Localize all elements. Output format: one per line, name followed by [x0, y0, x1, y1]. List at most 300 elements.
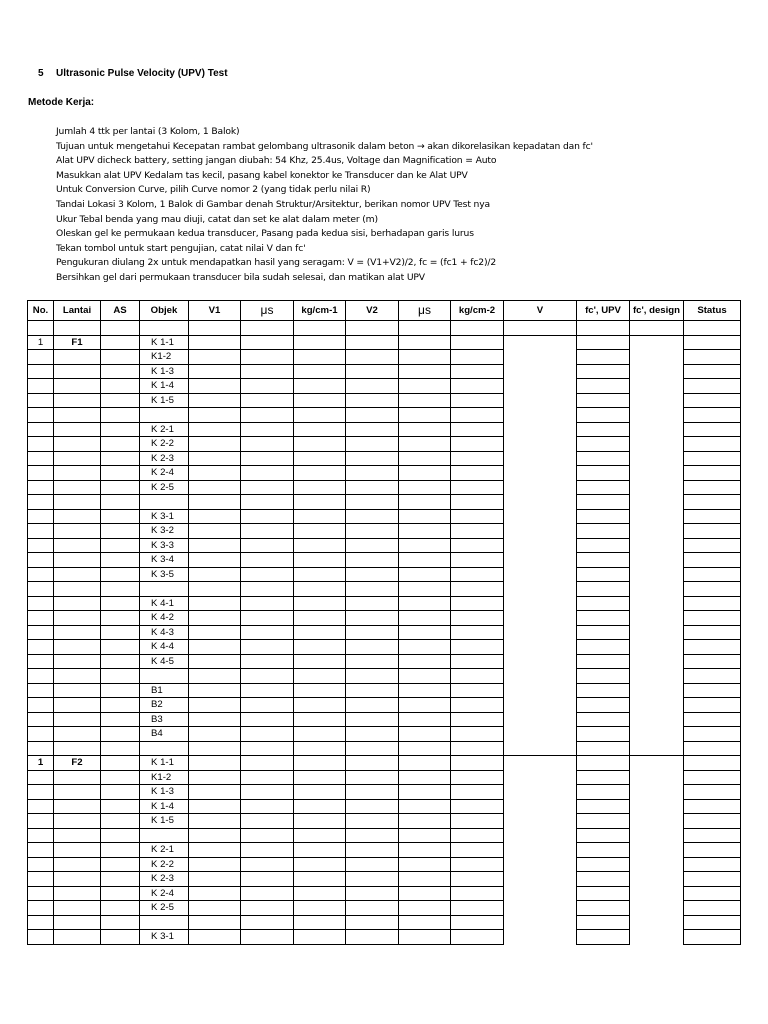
empty-cell	[346, 857, 399, 872]
row-number-cell	[28, 596, 54, 611]
object-cell: K 1-4	[140, 799, 189, 814]
object-cell: K 3-1	[140, 509, 189, 524]
empty-cell	[577, 567, 630, 582]
column-header: μs	[399, 301, 451, 321]
empty-cell	[346, 683, 399, 698]
empty-cell	[504, 799, 577, 814]
empty-cell	[504, 480, 577, 495]
empty-cell	[684, 321, 741, 336]
empty-cell	[451, 799, 504, 814]
empty-cell	[346, 785, 399, 800]
empty-cell	[630, 379, 684, 394]
row-number-cell	[28, 901, 54, 916]
empty-cell	[577, 741, 630, 756]
floor-cell	[54, 872, 101, 887]
empty-cell	[399, 422, 451, 437]
empty-cell	[630, 553, 684, 568]
empty-cell	[504, 654, 577, 669]
table-row	[28, 654, 741, 669]
empty-cell	[294, 321, 346, 336]
empty-cell	[577, 364, 630, 379]
row-number-cell	[28, 480, 54, 495]
empty-cell	[630, 654, 684, 669]
empty-cell	[504, 857, 577, 872]
row-number-cell	[28, 422, 54, 437]
empty-cell	[684, 553, 741, 568]
empty-cell	[630, 872, 684, 887]
empty-cell	[630, 538, 684, 553]
empty-cell	[577, 321, 630, 336]
empty-cell	[189, 915, 241, 930]
empty-cell	[451, 451, 504, 466]
empty-cell	[189, 350, 241, 365]
empty-cell	[241, 524, 294, 539]
empty-cell	[684, 843, 741, 858]
object-cell	[140, 669, 189, 684]
object-cell: K 2-5	[140, 480, 189, 495]
table-row	[28, 480, 741, 495]
empty-cell	[577, 596, 630, 611]
empty-cell	[577, 437, 630, 452]
empty-cell	[504, 350, 577, 365]
object-cell	[140, 828, 189, 843]
empty-cell	[577, 524, 630, 539]
empty-cell	[504, 321, 577, 336]
floor-cell	[54, 524, 101, 539]
empty-cell	[399, 886, 451, 901]
empty-cell	[101, 466, 140, 481]
empty-cell	[577, 422, 630, 437]
floor-cell	[54, 741, 101, 756]
empty-cell	[577, 379, 630, 394]
empty-cell	[504, 886, 577, 901]
empty-cell	[504, 814, 577, 829]
floor-cell	[54, 364, 101, 379]
row-number-cell	[28, 915, 54, 930]
empty-cell	[346, 451, 399, 466]
empty-cell	[684, 495, 741, 510]
empty-cell	[241, 379, 294, 394]
floor-cell	[54, 843, 101, 858]
empty-cell	[630, 611, 684, 626]
empty-cell	[346, 712, 399, 727]
empty-cell	[451, 930, 504, 945]
empty-cell	[684, 509, 741, 524]
table-row	[28, 335, 741, 350]
floor-cell	[54, 350, 101, 365]
empty-cell	[451, 466, 504, 481]
empty-cell	[451, 422, 504, 437]
empty-cell	[451, 321, 504, 336]
column-header: Objek	[140, 301, 189, 321]
table-row	[28, 611, 741, 626]
method-step: Ukur Tebal benda yang mau diuji, catat dan set ke alat dalam meter (m)	[56, 213, 378, 225]
empty-cell	[577, 466, 630, 481]
table-row	[28, 930, 741, 945]
row-number-cell	[28, 509, 54, 524]
empty-cell	[241, 930, 294, 945]
empty-cell	[346, 843, 399, 858]
floor-cell	[54, 712, 101, 727]
object-cell: K 3-2	[140, 524, 189, 539]
table-row	[28, 785, 741, 800]
method-step: Masukkan alat UPV Kedalam tas kecil, pasang kabel konektor ke Transducer dan ke Alat UPV	[56, 169, 468, 181]
floor-cell	[54, 582, 101, 597]
empty-cell	[504, 451, 577, 466]
row-number-cell: 1	[28, 335, 54, 350]
row-number-cell	[28, 538, 54, 553]
table-row	[28, 727, 741, 742]
empty-cell	[189, 567, 241, 582]
empty-cell	[630, 451, 684, 466]
empty-cell	[294, 799, 346, 814]
empty-cell	[630, 727, 684, 742]
empty-cell	[451, 480, 504, 495]
empty-cell	[630, 422, 684, 437]
empty-cell	[684, 901, 741, 916]
empty-cell	[504, 727, 577, 742]
empty-cell	[399, 393, 451, 408]
empty-cell	[189, 756, 241, 771]
empty-cell	[630, 640, 684, 655]
floor-cell	[54, 451, 101, 466]
empty-cell	[189, 828, 241, 843]
table-header-row	[28, 301, 741, 321]
empty-cell	[189, 393, 241, 408]
empty-cell	[630, 930, 684, 945]
empty-cell	[684, 799, 741, 814]
empty-cell	[684, 683, 741, 698]
method-title: Metode Kerja:	[28, 97, 95, 108]
column-header: kg/cm-1	[294, 301, 346, 321]
empty-cell	[504, 756, 577, 771]
empty-cell	[241, 509, 294, 524]
object-cell: K 2-3	[140, 451, 189, 466]
table-row	[28, 422, 741, 437]
row-number-cell	[28, 640, 54, 655]
empty-cell	[399, 770, 451, 785]
empty-cell	[101, 799, 140, 814]
row-number-cell	[28, 814, 54, 829]
empty-cell	[241, 408, 294, 423]
object-cell: K 2-5	[140, 901, 189, 916]
empty-cell	[684, 596, 741, 611]
empty-cell	[684, 393, 741, 408]
floor-cell	[54, 698, 101, 713]
floor-cell	[54, 480, 101, 495]
row-number-cell	[28, 669, 54, 684]
empty-cell	[101, 698, 140, 713]
empty-cell	[577, 683, 630, 698]
method-step: Tandai Lokasi 3 Kolom, 1 Balok di Gambar denah Struktur/Arsitektur, berikan nomor UPV Test nya	[56, 198, 490, 210]
empty-cell	[399, 799, 451, 814]
empty-cell	[294, 335, 346, 350]
empty-cell	[294, 611, 346, 626]
empty-cell	[189, 422, 241, 437]
empty-cell	[294, 451, 346, 466]
row-number-cell	[28, 364, 54, 379]
empty-cell	[504, 915, 577, 930]
empty-cell	[294, 756, 346, 771]
empty-cell	[294, 364, 346, 379]
empty-cell	[504, 364, 577, 379]
empty-cell	[399, 596, 451, 611]
empty-cell	[346, 930, 399, 945]
table-row	[28, 640, 741, 655]
empty-cell	[577, 582, 630, 597]
empty-cell	[241, 915, 294, 930]
empty-cell	[399, 756, 451, 771]
empty-cell	[346, 640, 399, 655]
row-number-cell	[28, 698, 54, 713]
table-row	[28, 712, 741, 727]
table-row	[28, 872, 741, 887]
empty-cell	[577, 828, 630, 843]
empty-cell	[241, 640, 294, 655]
empty-cell	[684, 756, 741, 771]
empty-cell	[684, 785, 741, 800]
empty-cell	[504, 567, 577, 582]
empty-cell	[241, 553, 294, 568]
floor-cell	[54, 640, 101, 655]
empty-cell	[346, 582, 399, 597]
empty-cell	[189, 495, 241, 510]
empty-cell	[451, 727, 504, 742]
object-cell: K 1-4	[140, 379, 189, 394]
empty-cell	[577, 857, 630, 872]
object-cell: B3	[140, 712, 189, 727]
empty-cell	[684, 930, 741, 945]
column-header: fc', design	[630, 301, 684, 321]
empty-cell	[241, 799, 294, 814]
empty-cell	[241, 814, 294, 829]
empty-cell	[101, 669, 140, 684]
object-cell: K 1-3	[140, 785, 189, 800]
empty-cell	[346, 611, 399, 626]
empty-cell	[630, 756, 684, 771]
object-cell: K 3-4	[140, 553, 189, 568]
empty-cell	[241, 538, 294, 553]
row-number-cell	[28, 350, 54, 365]
empty-cell	[189, 553, 241, 568]
empty-cell	[577, 640, 630, 655]
empty-cell	[346, 408, 399, 423]
empty-cell	[241, 596, 294, 611]
empty-cell	[101, 437, 140, 452]
floor-cell	[54, 596, 101, 611]
empty-cell	[399, 509, 451, 524]
object-cell: K 4-2	[140, 611, 189, 626]
empty-cell	[630, 698, 684, 713]
empty-cell	[451, 553, 504, 568]
empty-cell	[577, 495, 630, 510]
empty-cell	[630, 901, 684, 916]
row-number-cell	[28, 582, 54, 597]
table-row	[28, 437, 741, 452]
empty-cell	[241, 843, 294, 858]
empty-cell	[504, 509, 577, 524]
empty-cell	[241, 872, 294, 887]
empty-cell	[294, 582, 346, 597]
row-number-cell	[28, 741, 54, 756]
empty-cell	[189, 872, 241, 887]
row-number-cell	[28, 799, 54, 814]
empty-cell	[241, 350, 294, 365]
empty-cell	[101, 408, 140, 423]
row-number-cell	[28, 785, 54, 800]
row-number-cell	[28, 872, 54, 887]
empty-cell	[241, 683, 294, 698]
row-number-cell	[28, 770, 54, 785]
section-number: 5	[38, 68, 44, 79]
table-row	[28, 857, 741, 872]
empty-cell	[451, 770, 504, 785]
empty-cell	[241, 422, 294, 437]
empty-cell	[294, 843, 346, 858]
empty-cell	[504, 393, 577, 408]
empty-cell	[101, 727, 140, 742]
object-cell: K 2-1	[140, 422, 189, 437]
empty-cell	[241, 828, 294, 843]
object-cell: K 3-1	[140, 930, 189, 945]
empty-cell	[399, 683, 451, 698]
object-cell: K 4-3	[140, 625, 189, 640]
empty-cell	[294, 886, 346, 901]
row-number-cell	[28, 625, 54, 640]
empty-cell	[346, 915, 399, 930]
empty-cell	[684, 886, 741, 901]
empty-cell	[504, 828, 577, 843]
empty-cell	[399, 712, 451, 727]
empty-cell	[577, 886, 630, 901]
empty-cell	[189, 770, 241, 785]
floor-cell	[54, 321, 101, 336]
empty-cell	[630, 843, 684, 858]
empty-cell	[399, 582, 451, 597]
row-number-cell	[28, 857, 54, 872]
column-header: fc', UPV	[577, 301, 630, 321]
empty-cell	[101, 785, 140, 800]
empty-cell	[630, 567, 684, 582]
empty-cell	[504, 538, 577, 553]
table-row	[28, 451, 741, 466]
object-cell	[140, 495, 189, 510]
empty-cell	[451, 843, 504, 858]
empty-cell	[630, 669, 684, 684]
empty-cell	[101, 567, 140, 582]
empty-cell	[346, 364, 399, 379]
empty-cell	[101, 886, 140, 901]
empty-cell	[630, 408, 684, 423]
empty-cell	[189, 930, 241, 945]
table-row	[28, 364, 741, 379]
empty-cell	[294, 683, 346, 698]
upv-test-table	[27, 300, 741, 945]
empty-cell	[294, 915, 346, 930]
empty-cell	[346, 437, 399, 452]
empty-cell	[101, 335, 140, 350]
object-cell: K 2-1	[140, 843, 189, 858]
empty-cell	[399, 901, 451, 916]
empty-cell	[684, 712, 741, 727]
empty-cell	[684, 364, 741, 379]
empty-cell	[630, 814, 684, 829]
empty-cell	[101, 553, 140, 568]
object-cell: K 2-2	[140, 857, 189, 872]
empty-cell	[346, 466, 399, 481]
empty-cell	[684, 567, 741, 582]
empty-cell	[630, 915, 684, 930]
empty-cell	[451, 741, 504, 756]
floor-cell	[54, 901, 101, 916]
row-number-cell	[28, 379, 54, 394]
row-number-cell	[28, 843, 54, 858]
empty-cell	[630, 785, 684, 800]
empty-cell	[294, 379, 346, 394]
row-number-cell: 1	[28, 756, 54, 771]
empty-cell	[630, 828, 684, 843]
empty-cell	[451, 524, 504, 539]
empty-cell	[451, 408, 504, 423]
empty-cell	[346, 524, 399, 539]
empty-cell	[451, 350, 504, 365]
empty-cell	[101, 582, 140, 597]
floor-cell	[54, 538, 101, 553]
empty-cell	[189, 857, 241, 872]
floor-cell	[54, 379, 101, 394]
object-cell: K 1-1	[140, 756, 189, 771]
table-row	[28, 683, 741, 698]
empty-cell	[577, 712, 630, 727]
table-row	[28, 843, 741, 858]
empty-cell	[241, 335, 294, 350]
floor-cell	[54, 857, 101, 872]
empty-cell	[241, 393, 294, 408]
method-step: Tekan tombol untuk start pengujian, catat nilai V dan fc'	[56, 242, 306, 254]
empty-cell	[101, 828, 140, 843]
empty-cell	[101, 640, 140, 655]
empty-cell	[294, 509, 346, 524]
floor-cell	[54, 625, 101, 640]
empty-cell	[630, 712, 684, 727]
empty-cell	[630, 495, 684, 510]
floor-cell	[54, 422, 101, 437]
method-step: Oleskan gel ke permukaan kedua transducer, Pasang pada kedua sisi, berhadapan garis lurus	[56, 228, 474, 240]
empty-cell	[294, 857, 346, 872]
empty-cell	[294, 524, 346, 539]
floor-cell	[54, 509, 101, 524]
object-cell	[140, 408, 189, 423]
empty-cell	[577, 756, 630, 771]
empty-cell	[294, 538, 346, 553]
empty-cell	[346, 567, 399, 582]
empty-cell	[101, 872, 140, 887]
empty-cell	[577, 698, 630, 713]
empty-cell	[241, 654, 294, 669]
empty-cell	[189, 480, 241, 495]
table-row	[28, 466, 741, 481]
row-number-cell	[28, 408, 54, 423]
empty-cell	[294, 669, 346, 684]
empty-cell	[346, 770, 399, 785]
row-number-cell	[28, 451, 54, 466]
object-cell	[140, 321, 189, 336]
empty-cell	[241, 364, 294, 379]
empty-cell	[577, 872, 630, 887]
empty-cell	[577, 843, 630, 858]
empty-cell	[684, 828, 741, 843]
empty-cell	[684, 611, 741, 626]
